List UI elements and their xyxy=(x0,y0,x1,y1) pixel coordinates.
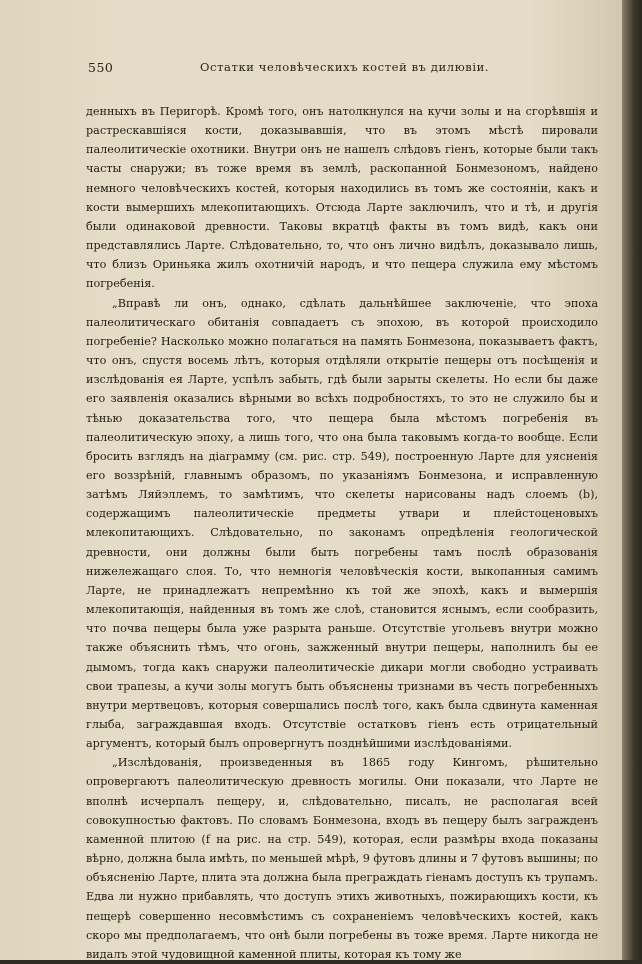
body-text xyxy=(86,102,598,964)
page-number: 550 xyxy=(88,60,114,75)
page-header xyxy=(88,60,588,80)
running-title: Остатки человѣческихъ костей въ дилювіи. xyxy=(200,60,490,74)
paragraph-1: денныхъ въ Перигорѣ. Кромѣ того, онъ натолкнулся на кучи золы и на сгорѣвшія и растрескавшіяся кости, доказывавшія, что въ этомъ мѣстѣ пировали палеолитическіе охотники. Внутри онъ не нашелъ слѣдовъ гіенъ, которые были такъ часты снаружи; въ тоже время въ землѣ, раскопанной Бонмезономъ, найдено немного человѣческихъ костей, которыя находились въ томъ же состояніи, какъ и кости вымершихъ млекопитающихъ. Отсюда Ларте заключилъ, что и тѣ, и другія были одинаковой древности. Таковы вкратцѣ факты въ томъ видѣ, какъ они представлялись Ларте. Слѣдовательно, то, что онъ лично видѣлъ, доказывало лишь, что близъ Ориньяка жилъ охотничій народъ, и что пещера служила ему мѣстомъ погребенія. xyxy=(86,105,598,291)
paragraph-2: „Вправѣ ли онъ, однако, сдѣлать дальнѣйшее заключеніе, что эпоха палеолитическаго обитанія совпадаетъ съ эпохою, въ которой происходило погребеніе? Насколько можно полагаться на память Бонмезона, показываетъ фактъ, что онъ, спустя восемь лѣтъ, которыя отдѣляли открытіе пещеры отъ посѣщенія и изслѣдованія ея Ларте, успѣлъ забыть, гдѣ были зарыты скелеты. Но если бы даже его заявленія оказались вѣрными во всѣхъ подробностяхъ, то это не служило бы и тѣнью доказательства того, что пещера была мѣстомъ погребенія въ палеолитическую эпоху, а лишь того, что она была таковымъ когда-то вообще. Если бросить взглядъ на діаграмму (см. рис. стр. 549), построенную Ларте для уясненія его воззрѣній, главнымъ образомъ, по указаніямъ Бонмезона, и исправленную затѣмъ Ляйэллемъ, то замѣтимъ, что скелеты нарисованы надъ слоемъ (b), содержащимъ палеолитическіе предметы утвари и плейстоценовыхъ млекопитающихъ. Слѣдовательно, по законамъ опредѣленія геологической древности, они должны были быть погребены тамъ послѣ образованія нижележащаго слоя. То, что немногія человѣческія кости, выкопанныя самимъ Ларте, не принадлежатъ непремѣнно къ той же эпохѣ, какъ и вымершія млекопитающія, найденныя въ томъ же слоѣ, становится яснымъ, если сообразить, что почва пещеры была уже разрыта раньше. Отсутствіе угольевъ внутри можно также объяснить тѣмъ, что огонь, зажженный внутри пещеры, наполнилъ бы ее дымомъ, тогда какъ снаружи палеолитическіе дикари могли свободно устраивать свои трапезы, а кучи золы могутъ быть объяснены тризнами въ честь погребенныхъ внутри мертвецовъ, которыя совершались послѣ того, какъ была сдвинута каменная глыба, заграждавшая входъ. Отсутствіе остатковъ гіенъ есть отрицательный аргументъ, который былъ опровергнутъ позднѣйшими изслѣдованіями. xyxy=(86,296,598,751)
paragraph-3: „Изслѣдованія, произведенныя въ 1865 году Кингомъ, рѣшительно опровергаютъ палеолитическую древность могилы. Они показали, что Ларте не вполнѣ исчерпалъ пещеру, и, слѣдовательно, писалъ, не располагая всей совокупностью фактовъ. По словамъ Бонмезона, входъ въ пещеру былъ загражденъ каменной плитою (f на рис. на стр. 549), которая, если размѣры входа показаны вѣрно, должна была имѣть, по меньшей мѣрѣ, 9 футовъ длины и 7 футовъ вышины; по объясненію Ларте, плита эта должна была преграждать гіенамъ доступъ къ трупамъ. Едва ли нужно прибавлять, что доступъ этихъ животныхъ, пожирающихъ кости, къ пещерѣ совершенно несовмѣстимъ съ сохраненіемъ человѣческихъ костей, какъ скоро мы предполагаемъ, что онѣ были погребены въ тоже время. Ларте никогда не видалъ этой чудовищной каменной плиты, которая къ тому же xyxy=(86,756,598,961)
page-edge-shadow xyxy=(622,0,642,960)
